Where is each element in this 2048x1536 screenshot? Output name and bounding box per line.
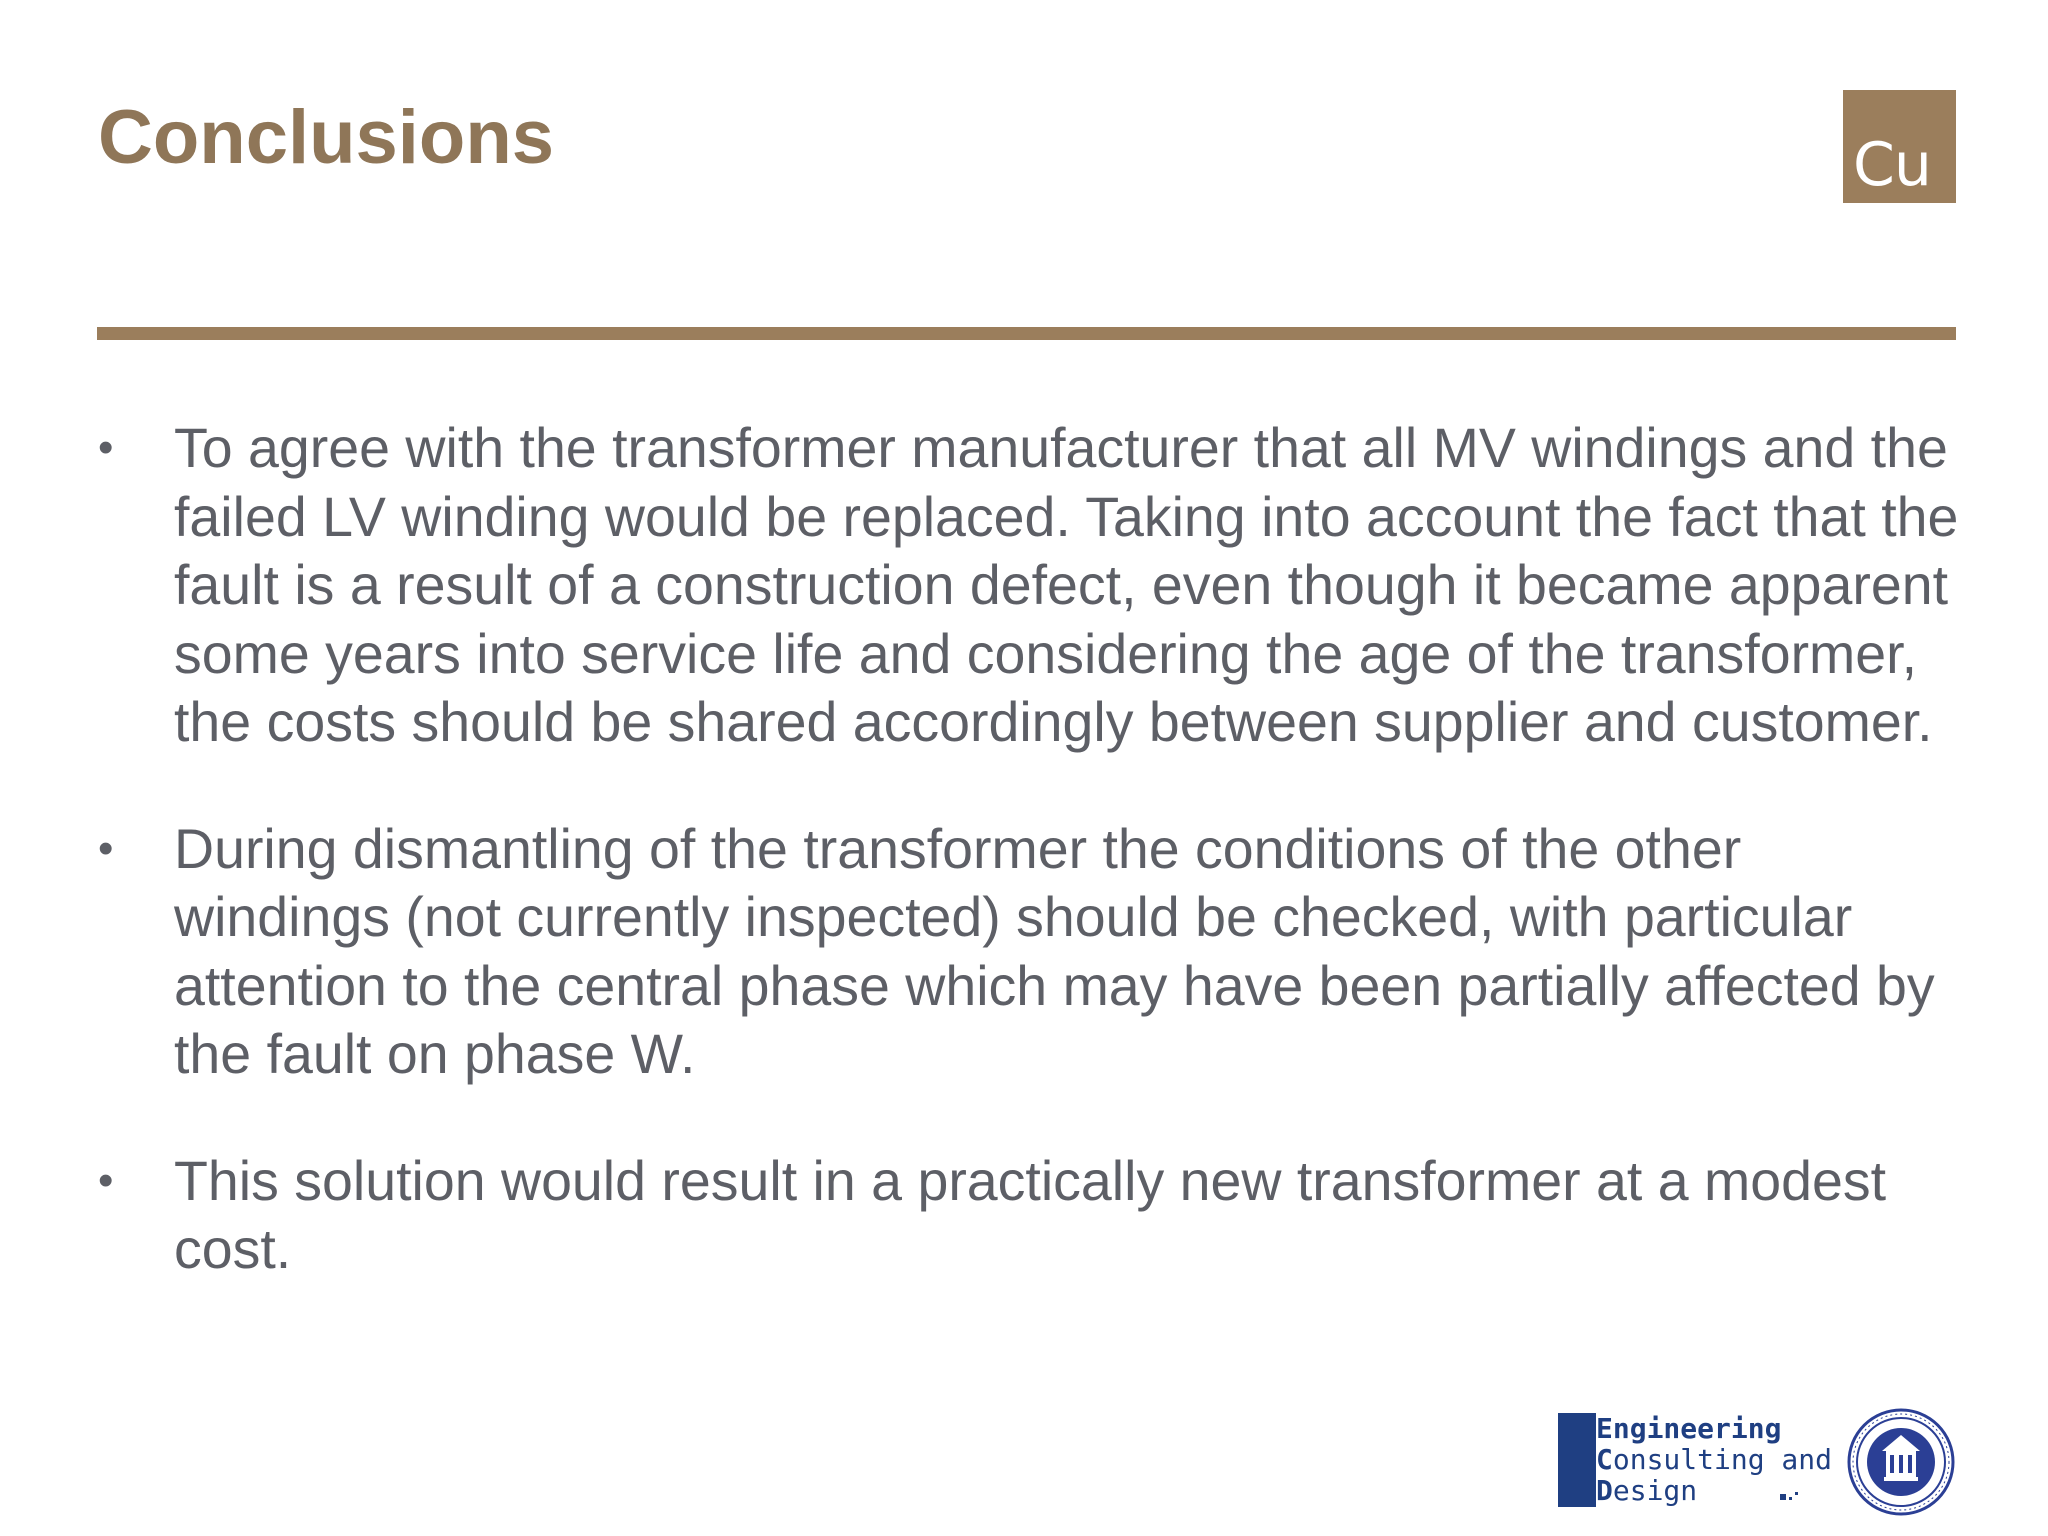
- bullet-item: [98, 414, 1968, 757]
- ecd-logo-dots: [1780, 1491, 1800, 1501]
- cu-logo-text: Cu: [1853, 130, 1931, 200]
- bullet-icon: •: [98, 423, 114, 472]
- title-divider: [97, 327, 1956, 340]
- bullet-item: [98, 1147, 1968, 1284]
- cu-logo: [1843, 90, 1956, 203]
- ecd-logo: [1558, 1412, 1833, 1507]
- bullet-list: [98, 414, 1968, 1284]
- ecd-logo-line: Consulting and: [1596, 1443, 1833, 1476]
- bullet-icon: •: [98, 1155, 114, 1205]
- university-seal-icon: [1846, 1407, 1956, 1517]
- ecd-logo-line: Engineering: [1596, 1412, 1782, 1445]
- bullet-text: This solution would result in a practically new transformer at a modest cost.: [174, 1149, 1886, 1280]
- bullet-icon: •: [98, 823, 114, 873]
- slide-title: Conclusions: [98, 95, 555, 180]
- bullet-text: During dismantling of the transformer the conditions of the other windings (not currently inspected) should be checked, with particular attention to the central phase which may have been partially affected by the fault on phase W.: [174, 817, 1935, 1085]
- ecd-logo-bar: [1558, 1413, 1596, 1507]
- bullet-item: [98, 815, 1968, 1089]
- bullet-text: To agree with the transformer manufacturer that all MV windings and the failed LV winding would be replaced. Taking into account the fact that the fault is a result of a construction defect, even though it became apparent some years into service life and considering the age of the transformer, the costs should be shared accordingly between supplier and customer.: [174, 417, 1959, 753]
- ecd-logo-line: Design: [1596, 1474, 1698, 1507]
